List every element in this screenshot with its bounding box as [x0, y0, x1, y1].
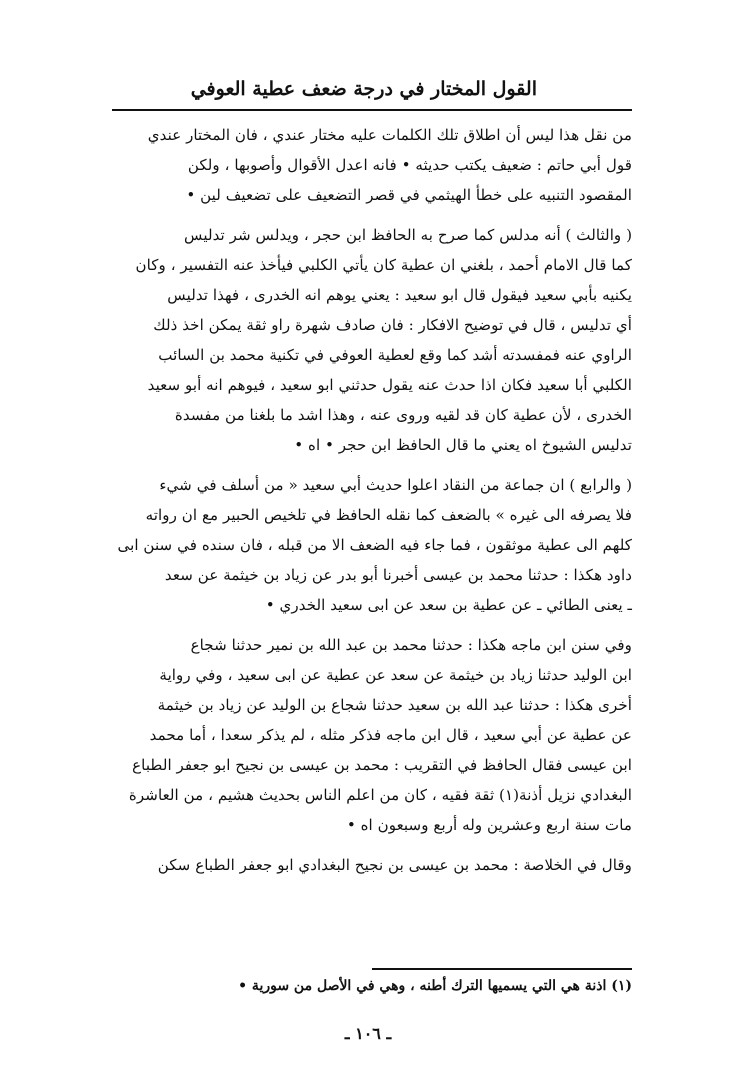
- paragraph: [112, 470, 632, 620]
- text-line: مات سنة اربع وعشرين وله أربع وسبعون اه •: [346, 816, 632, 834]
- paragraph: [112, 120, 632, 210]
- text-line: كما قال الامام أحمد ، بلغني ان عطية كان يأتي الكلبي فيأخذ عنه التفسير ، وكان: [135, 256, 632, 274]
- text-line: تدليس الشيوخ اه يعني ما قال الحافظ ابن حجر • اه •: [294, 436, 632, 454]
- body-text: [112, 120, 632, 880]
- text-line: ابن الوليد حدثنا زياد بن خيثمة عن سعد عن عطية عن ابى سعيد ، وفي رواية: [159, 666, 632, 684]
- text-line: يكنيه بأبي سعيد فيقول قال ابو سعيد : يعني يوهم انه الخدرى ، فهذا تدليس: [167, 286, 632, 304]
- text-line: ( والرابع ) ان جماعة من النقاد اعلوا حديث أبي سعيد « من أسلف في شيء: [159, 476, 632, 494]
- text-line: وقال في الخلاصة : محمد بن عيسى بن نجيح البغدادي ابو جعفر الطباع سكن: [157, 856, 632, 874]
- paragraph: [112, 220, 632, 460]
- page-title: القول المختار في درجة ضعف عطية العوفي: [190, 78, 537, 100]
- text-line: المقصود التنبيه على خطأ الهيثمي في قصر التضعيف على تضعيف لين •: [186, 186, 632, 204]
- text-line: من نقل هذا ليس أن اطلاق تلك الكلمات عليه مختار عندي ، فان المختار عندي: [147, 126, 632, 144]
- text-line: البغدادي نزيل أذنة(١) ثقة فقيه ، كان من اعلم الناس بحديث هشيم ، من العاشرة: [128, 786, 632, 804]
- page-number: ـ ١٠٦ ـ: [344, 1024, 392, 1043]
- header-divider: [112, 109, 632, 111]
- text-line: عن عطية عن أبي سعيد ، قال ابن ماجه فذكر مثله ، لم يذكر سعدا ، أما محمد: [149, 726, 632, 744]
- text-line: فلا يصرفه الى غيره » بالضعف كما نقله الحافظ في تلخيص الحبير مع ان رواته: [145, 506, 632, 524]
- text-line: ـ يعنى الطائي ـ عن عطية بن سعد عن ابى سعيد الخدري •: [265, 596, 632, 614]
- footnote: (١) اذنة هي التي يسميها الترك أطنه ، وهي في الأصل من سورية •: [238, 978, 632, 994]
- text-line: ابن عيسى فقال الحافظ في التقريب : محمد بن عيسى بن نجيح ابو جعفر الطباع: [132, 756, 632, 774]
- paragraph: [112, 850, 632, 880]
- text-line: الراوي عنه فمفسدته أشد كما وقع لعطية العوفي في تكنية محمد بن السائب: [158, 346, 632, 364]
- text-line: ( والثالث ) أنه مدلس كما صرح به الحافظ ابن حجر ، ويدلس شر تدليس: [184, 226, 632, 244]
- paragraph: [112, 630, 632, 840]
- text-line: داود هكذا : حدثنا محمد بن عيسى أخبرنا أبو بدر عن زياد بن خيثمة عن سعد: [164, 566, 632, 584]
- text-line: الكلبي أبا سعيد فكان اذا حدث عنه يقول حدثني ابو سعيد ، فيوهم انه أبو سعيد: [147, 376, 632, 394]
- footnote-divider: [372, 968, 632, 970]
- text-line: كلهم الى عطية موثقون ، فما جاء فيه الضعف الا من قبله ، فان سنده في سنن ابى: [117, 536, 632, 554]
- text-line: أخرى هكذا : حدثنا عبد الله بن سعيد حدثنا شجاع بن الوليد عن زياد بن خيثمة: [157, 696, 632, 714]
- text-line: قول أبي حاتم : ضعيف يكتب حديثه • فانه اعدل الأقوال وأصوبها ، ولكن: [187, 156, 632, 174]
- text-line: الخدرى ، لأن عطية كان قد لقيه وروى عنه ، وهذا اشد ما بلغنا من مفسدة: [174, 406, 632, 424]
- text-line: أي تدليس ، قال في توضيح الافكار : فان صادف شهرة راو ثقة يمكن اخذ ذلك: [153, 316, 632, 334]
- text-line: وفي سنن ابن ماجه هكذا : حدثنا محمد بن عبد الله بن نمير حدثنا شجاع: [190, 636, 632, 654]
